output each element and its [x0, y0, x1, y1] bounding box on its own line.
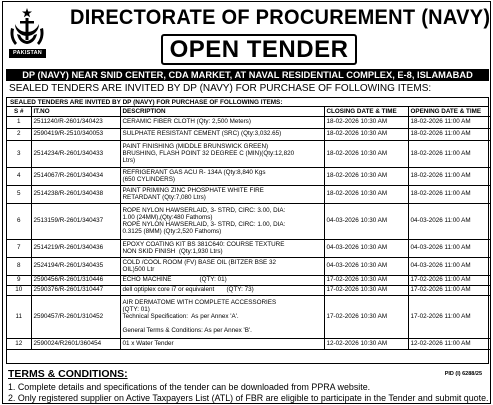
cell-sno: 4	[7, 167, 31, 185]
description-line: ECHO MACHINE (QTY: 01)	[122, 276, 227, 284]
description-line	[123, 320, 322, 327]
address-banner: DP (NAVY) NEAR SNID CENTER, CDA MARKET, AT NAVAL RESIDENTIAL COMPLEX, E-8, ISLAMABAD	[6, 69, 489, 81]
cell-itno: 2590456/R-2601/310446	[31, 275, 120, 285]
cell-itno: 2590376/R-2601/310447	[31, 285, 120, 295]
cell-description	[120, 185, 324, 203]
cell-itno: 2590457/R-2601/310452	[31, 295, 120, 338]
cell-itno: 2590024/R2601/360454	[31, 338, 120, 349]
description-line: AIR DERMATOME WITH COMPLETE ACCESSORIES	[122, 298, 277, 306]
table-row	[7, 295, 490, 338]
column-header-sno: S #	[7, 107, 31, 116]
cell-description	[120, 167, 324, 185]
cell-opening-date: 18-02-2026 11:00 AM	[408, 140, 490, 167]
cell-sno: 11	[7, 295, 31, 338]
cell-opening-date: 17-02-2026 11:00 AM	[408, 275, 490, 285]
cell-itno: 2514238/R-2601/340438	[31, 185, 120, 203]
description-line: REFRIGERANT GAS ACU R- 134A (Qty:8,840 Kgs	[122, 168, 266, 176]
description-line: PAINT PRIMING ZINC PHOSPHATE WHITE FIRE	[122, 186, 264, 194]
cell-description	[120, 295, 324, 338]
description-line: ROPE NYLON HAWSERLAID, 3- STRD, CIRC: 1.00, DIA:	[122, 221, 286, 228]
cell-sno: 8	[7, 257, 31, 275]
table-header-row	[7, 107, 490, 116]
description-line: RETARDANT (Qty:7,080 Ltrs)	[122, 194, 206, 201]
cell-closing-date: 04-03-2026 10:30 AM	[324, 239, 408, 257]
cell-closing-date: 17-02-2026 10:30 AM	[324, 285, 408, 295]
cell-sno: 9	[7, 275, 31, 285]
description-line: ROPE NYLON HAWSERLAID, 3- STRD, CIRC: 3.00, DIA:	[122, 206, 286, 214]
description-line: COLD /COOL ROOM (FV) BASE OIL (BITZER BSE 32	[122, 258, 276, 266]
cell-opening-date: 17-02-2026 11:00 AM	[408, 285, 490, 295]
cell-itno: 2514219/R-2601/340436	[31, 239, 120, 257]
cell-opening-date: 18-02-2026 11:00 AM	[408, 185, 490, 203]
description-line: 0.3125 (8MM) (Qty:2,520 Fathoms)	[122, 228, 222, 236]
cell-closing-date: 18-02-2026 10:30 AM	[324, 167, 408, 185]
cell-itno: 2590419/R-2510/340053	[31, 128, 120, 140]
description-line: dell optiplex core i7 or equivalent (QTY: 73)	[122, 286, 254, 294]
cell-closing-date: 17-02-2026 10:30 AM	[324, 275, 408, 285]
open-tender-heading: OPEN TENDER	[161, 34, 357, 65]
cell-description	[120, 140, 324, 167]
cell-itno: 2513159/R-2601/340437	[31, 203, 120, 239]
cell-opening-date: 18-02-2026 11:00 AM	[408, 167, 490, 185]
description-line: SULPHATE RESISTANT CEMENT (SRC) (Qty:3,032.65)	[122, 130, 282, 138]
cell-opening-date: 04-03-2026 11:00 AM	[408, 239, 490, 257]
navy-emblem-logo	[7, 4, 47, 60]
cell-sno: 7	[7, 239, 31, 257]
cell-itno: 2511240/R-2601/340423	[31, 116, 120, 128]
cell-opening-date: 04-03-2026 11:00 AM	[408, 203, 490, 239]
column-header-opening: OPENING DATE & TIME	[408, 107, 490, 116]
cell-sno: 2	[7, 128, 31, 140]
description-line: BRUSHING, FLASH POINT 32 DEGREE C (MIN)(Qty:12,820	[122, 149, 295, 157]
pid-number: PID (I) 6288/25	[444, 371, 482, 377]
table-row	[7, 203, 490, 239]
tender-advertisement	[2, 1, 491, 404]
cell-description	[120, 338, 324, 349]
cell-closing-date: 18-02-2026 10:30 AM	[324, 140, 408, 167]
table-row	[7, 257, 490, 275]
description-line: General Terms & Conditions: As per Annex 'B'.	[122, 327, 252, 335]
cell-sno: 3	[7, 140, 31, 167]
term-item-1: 1. Complete details and specifications of the tender can be downloaded from PPRA website.	[8, 382, 371, 392]
cell-closing-date: 04-03-2026 10:30 AM	[324, 257, 408, 275]
tender-items-table	[6, 97, 489, 364]
logo-ribbon-text: PAKISTAN	[9, 49, 46, 58]
cell-description	[120, 257, 324, 275]
description-line: OIL)500 Ltr	[122, 266, 155, 273]
description-line: 01 x Water Tender	[122, 339, 174, 347]
sealed-tenders-notice: SEALED TENDERS ARE INVITED BY DP (NAVY) FOR PURCHASE OF FOLLOWING ITEMS:	[9, 82, 432, 94]
terms-title: TERMS & CONDITIONS:	[8, 368, 128, 380]
description-line: NON SKID FINISH (Qty:1,930 Ltrs)	[122, 248, 223, 255]
cell-description	[120, 203, 324, 239]
description-line: PAINT FINISHING (MIDDLE BRUNSWICK GREEN)	[122, 142, 269, 150]
description-line: (650 CYLINDERS)	[122, 176, 175, 183]
cell-closing-date: 18-02-2026 10:30 AM	[324, 128, 408, 140]
description-line: (QTY: 01)	[122, 305, 150, 313]
cell-description	[120, 128, 324, 140]
column-header-description: DESCRIPTION	[120, 107, 324, 116]
cell-closing-date: 04-03-2026 10:30 AM	[324, 203, 408, 239]
cell-closing-date: 18-02-2026 10:30 AM	[324, 116, 408, 128]
column-header-itno: IT.NO	[31, 107, 120, 116]
table-row	[7, 167, 490, 185]
description-line: EPOXY COATING KIT BS 381C640: COURSE TEXTURE	[122, 240, 285, 248]
cell-opening-date: 18-02-2026 11:00 AM	[408, 128, 490, 140]
table-row	[7, 285, 490, 295]
cell-itno: 2514067/R-2601/340434	[31, 167, 120, 185]
cell-opening-date: 04-03-2026 11:00 AM	[408, 257, 490, 275]
cell-opening-date: 18-02-2026 11:00 AM	[408, 116, 490, 128]
directorate-title: DIRECTORATE OF PROCUREMENT (NAVY)	[70, 5, 491, 29]
cell-closing-date: 12-02-2026 10:30 AM	[324, 338, 408, 349]
cell-sno: 1	[7, 116, 31, 128]
table-caption: SEALED TENDERS ARE INVITED BY DP (NAVY) FOR PURCHASE OF FOLLOWING ITEMS:	[7, 98, 488, 107]
description-line: Ltrs)	[122, 157, 136, 165]
cell-sno: 5	[7, 185, 31, 203]
cell-description	[120, 285, 324, 295]
column-header-closing: CLOSING DATE & TIME	[324, 107, 408, 116]
cell-sno: 10	[7, 285, 31, 295]
cell-description	[120, 275, 324, 285]
cell-description	[120, 116, 324, 128]
table-row	[7, 239, 490, 257]
description-line: 1.00 (24MM),(Qty:480 Fathoms)	[122, 213, 213, 221]
anchor-crescent-icon	[7, 4, 47, 50]
description-line: CERAMIC FIBER CLOTH (Qty: 2,500 Meters)	[122, 118, 251, 126]
cell-sno: 12	[7, 338, 31, 349]
table-row	[7, 128, 490, 140]
cell-opening-date: 12-02-2026 11:00 AM	[408, 338, 490, 349]
table-row	[7, 116, 490, 128]
table-row	[7, 275, 490, 285]
cell-itno: 2514234/R-2601/340433	[31, 140, 120, 167]
cell-closing-date: 17-02-2026 10:30 AM	[324, 295, 408, 338]
description-line: Technical Specification: As per Annex 'A'.	[122, 313, 239, 320]
table-row	[7, 140, 490, 167]
cell-opening-date: 17-02-2026 11:00 AM	[408, 295, 490, 338]
cell-description	[120, 239, 324, 257]
term-item-2: 2. Only registered supplier on Active Taxpayers List (ATL) of FBR are eligible to participate in the Tender and submit quote.	[8, 393, 489, 403]
cell-closing-date: 18-02-2026 10:30 AM	[324, 185, 408, 203]
cell-sno: 6	[7, 203, 31, 239]
cell-itno: 2524194/R-2601/340435	[31, 257, 120, 275]
table-row	[7, 185, 490, 203]
table-row	[7, 338, 490, 349]
